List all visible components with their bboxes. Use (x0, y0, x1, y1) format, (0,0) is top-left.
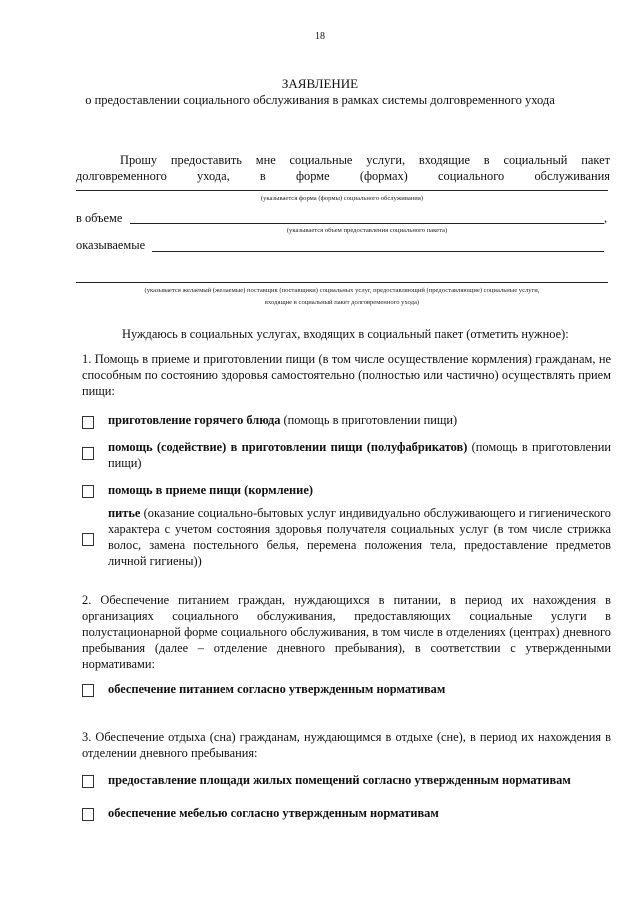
document-title: ЗАЯВЛЕНИЕ (281, 76, 359, 91)
hint-volume: (указывается объем предоставления социального пакета) (286, 227, 448, 234)
hint-form: (указывается форма (формы) социального обслуживания) (260, 195, 424, 202)
form-fill-line[interactable] (76, 190, 608, 191)
checkbox-nutrition[interactable] (82, 684, 94, 697)
checkbox-cooking-help[interactable] (82, 447, 94, 460)
option-furniture: обеспечение мебелью согласно утвержденным нормативам (108, 806, 439, 820)
checkbox-drinking[interactable] (82, 533, 94, 546)
provider-fill-line-2[interactable] (76, 282, 608, 283)
option-rest-area: предоставление площади жилых помещений согласно утвержденным нормативам (108, 773, 571, 787)
option-cooking-help: помощь (содействие) в приготовлении пищи (полуфабрикатов) (помощь в приготовлении пищи) (108, 440, 611, 470)
document-subtitle: о предоставлении социального обслуживания в рамках системы долговременного ухода (85, 93, 555, 107)
checkbox-hot-meal[interactable] (82, 416, 94, 429)
option-nutrition: обеспечение питанием согласно утвержденным нормативам (108, 682, 446, 696)
checkbox-rest-area[interactable] (82, 775, 94, 788)
option-drinking: питье (оказание социально-бытовых услуг индивидуально обслуживающего и гигиенического характера с учетом состояния здоровья получателя социальных услуг (в том числе стрижка волос, замена постельного белья, перемена положения тела, предоставление предметов личной гигиены)) (108, 506, 611, 568)
request-line-2: долговременного ухода, в форме (формах) социального обслуживания (76, 169, 610, 183)
section-1-text: 1. Помощь в приеме и приготовлении пищи (в том числе осуществление кормления) гражданам, не способным по состоянию здоровья самостоятельно (полностью или частично) осуществлять прием пищи: (82, 352, 611, 398)
hint-provider-2: входящие в социальный пакет долговременного ухода) (264, 299, 420, 306)
request-line-1: Прошу предоставить мне социальные услуги, входящие в социальный пакет (120, 153, 610, 167)
section-2-text: 2. Обеспечение питанием граждан, нуждающихся в питании, в период их нахождения в организациях социального обслуживания, предоставляющих социальные услуги в полустационарной форме социального обслуживания, в том числе в отделениях (центрах) дневного пребывания (далее – отделение дневного пребывания), в соответствии с утвержденными нормативами: (82, 593, 611, 671)
volume-label: в объеме (76, 211, 123, 225)
need-intro: Нуждаюсь в социальных услугах, входящих в социальный пакет (отметить нужное): (122, 327, 569, 341)
option-hot-meal: приготовление горячего блюда (помощь в приготовлении пищи) (108, 413, 458, 427)
volume-fill-line[interactable] (130, 223, 604, 224)
option-feeding: помощь в приеме пищи (кормление) (108, 483, 313, 497)
provider-fill-line-1[interactable] (152, 251, 604, 252)
page-number: 18 (315, 31, 325, 42)
hint-provider-1: (указывается желаемый (желаемые) поставщик (поставщики) социальных услуг, предоставляющий (предоставляющие) социальные услуги, (144, 287, 540, 294)
volume-end-comma: , (604, 211, 608, 225)
checkbox-feeding[interactable] (82, 485, 94, 498)
checkbox-furniture[interactable] (82, 808, 94, 821)
section-3-text: 3. Обеспечение отдыха (сна) гражданам, нуждающимся в отдыхе (сне), в период их нахождения в отделении дневного пребывания: (82, 730, 611, 760)
provided-label: оказываемые (76, 238, 146, 252)
